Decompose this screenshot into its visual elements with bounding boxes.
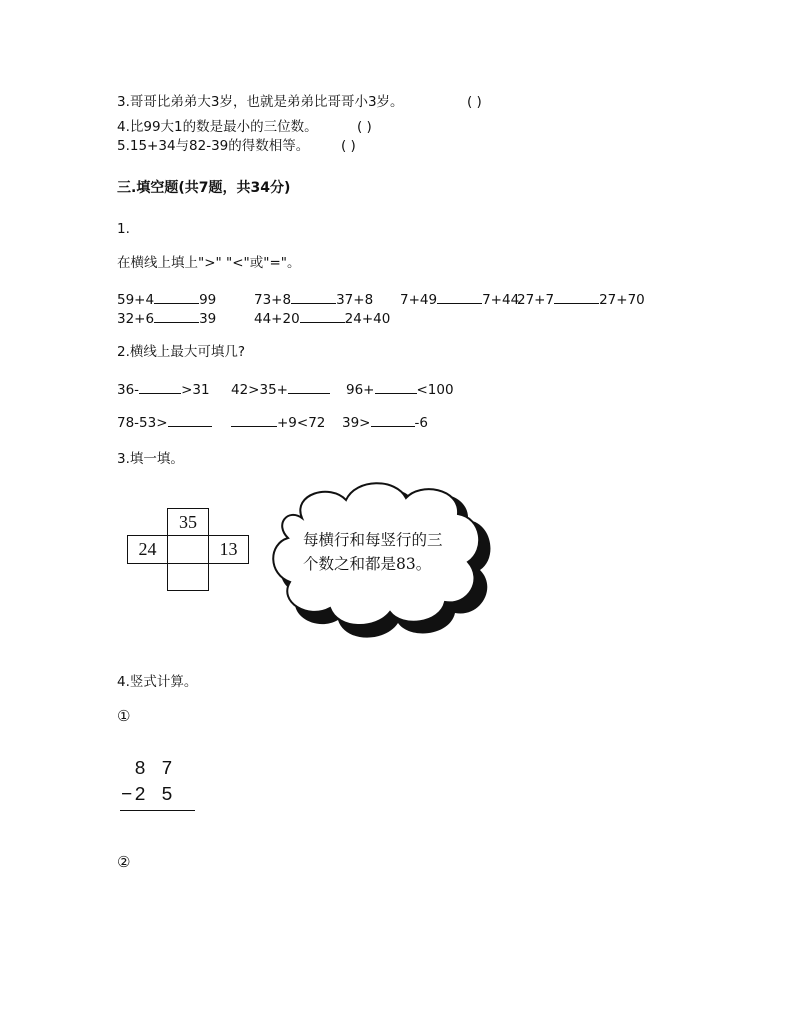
cloud-text-line-2: 个数之和都是83。 — [303, 555, 432, 573]
fill-left: 78-53> — [117, 415, 168, 431]
fill-row-2 — [117, 414, 497, 432]
fill-row-1 — [117, 381, 497, 399]
fill-right: -6 — [414, 415, 428, 431]
cloud-text-line-1: 每横行和每竖行的三 — [303, 531, 443, 549]
judge-question-5: 5.15+34与82-39的得数相等。 — [117, 138, 310, 154]
compare-item — [254, 291, 373, 309]
compare-right: 99 — [199, 292, 217, 308]
grid-cell-center[interactable] — [167, 535, 209, 564]
compare-item — [117, 291, 216, 309]
fill-left: 96+ — [346, 382, 375, 398]
compare-left: 7+49 — [400, 292, 438, 308]
fill-item — [342, 414, 428, 432]
compare-left: 32+6 — [117, 311, 155, 327]
question-instruction: 在横线上填上">" "<"或"="。 — [117, 255, 301, 271]
answer-blank[interactable] — [154, 291, 199, 304]
compare-row-2 — [117, 310, 517, 328]
answer-blank[interactable] — [375, 381, 417, 394]
question-title: 2.横线上最大可填几? — [117, 344, 246, 360]
compare-left: 73+8 — [254, 292, 292, 308]
vertical-calc-bottom: −2 5 — [121, 784, 175, 806]
compare-left: 59+4 — [117, 292, 155, 308]
answer-blank[interactable] — [300, 310, 345, 323]
question-title: 4.竖式计算。 — [117, 674, 198, 690]
number-cross-grid — [127, 508, 249, 591]
compare-left: 27+7 — [517, 292, 555, 308]
fill-item — [231, 414, 325, 432]
answer-parentheses[interactable]: ( ) — [467, 94, 482, 110]
answer-blank[interactable] — [139, 381, 181, 394]
compare-right: 37+8 — [336, 292, 374, 308]
question-title: 3.填一填。 — [117, 451, 184, 467]
fill-item — [346, 381, 454, 399]
item-marker: ① — [117, 707, 131, 725]
answer-blank[interactable] — [554, 291, 599, 304]
fill-right: <100 — [416, 382, 454, 398]
compare-row-1 — [117, 291, 677, 309]
grid-cell-left[interactable]: 24 — [127, 535, 168, 564]
compare-right: 39 — [199, 311, 217, 327]
compare-left: 44+20 — [254, 311, 300, 327]
section-title: 三.填空题(共7题，共34分) — [117, 180, 291, 196]
compare-item — [117, 310, 216, 328]
fill-item — [117, 381, 210, 399]
answer-parentheses[interactable]: ( ) — [357, 119, 372, 135]
fill-right: +9<72 — [277, 415, 326, 431]
fill-right: >31 — [181, 382, 210, 398]
compare-right: 27+70 — [599, 292, 645, 308]
judge-question-3: 3.哥哥比弟弟大3岁，也就是弟弟比哥哥小3岁。 — [117, 94, 404, 110]
answer-blank[interactable] — [291, 291, 336, 304]
compare-item — [254, 310, 390, 328]
grid-cell-top[interactable]: 35 — [167, 508, 209, 536]
answer-blank[interactable] — [231, 414, 277, 427]
answer-parentheses[interactable]: ( ) — [341, 138, 356, 154]
grid-cell-right[interactable]: 13 — [208, 535, 249, 564]
compare-item — [400, 291, 519, 309]
answer-blank[interactable] — [154, 310, 199, 323]
fill-item — [231, 381, 330, 399]
answer-blank[interactable] — [288, 381, 330, 394]
vertical-calc-top: 8 7 — [121, 758, 175, 780]
fill-left: 42>35+ — [231, 382, 288, 398]
fill-item — [117, 414, 212, 432]
grid-cell-bottom[interactable] — [167, 563, 209, 591]
compare-item — [517, 291, 645, 309]
compare-right: 7+44 — [482, 292, 520, 308]
answer-blank[interactable] — [371, 414, 415, 427]
item-marker: ② — [117, 853, 131, 871]
calc-line — [120, 810, 195, 811]
judge-question-4: 4.比99大1的数是最小的三位数。 — [117, 119, 318, 135]
fill-left: 39> — [342, 415, 371, 431]
answer-blank[interactable] — [437, 291, 482, 304]
answer-blank[interactable] — [168, 414, 212, 427]
compare-right: 24+40 — [344, 311, 391, 327]
question-number: 1. — [117, 221, 130, 237]
fill-left: 36- — [117, 382, 140, 398]
